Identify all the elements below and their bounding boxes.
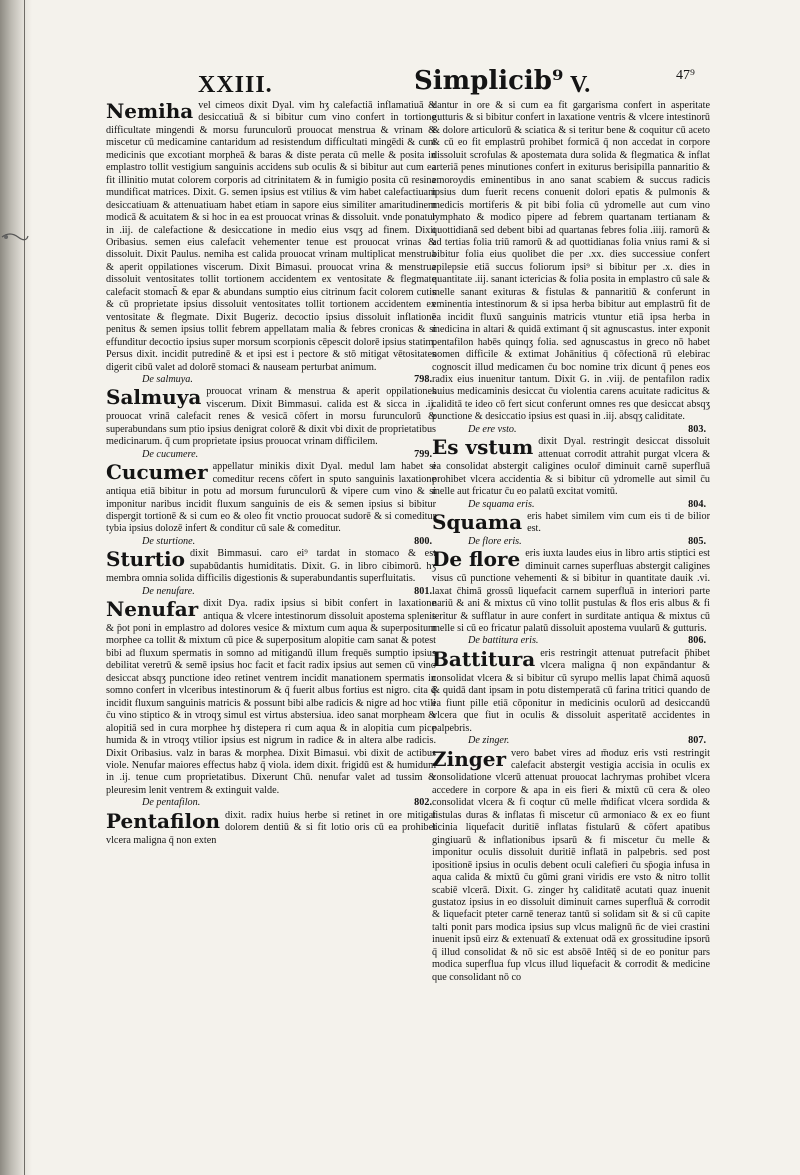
- chapter-number: 802.: [414, 797, 432, 809]
- rubric-label: De sturtione.: [142, 535, 196, 547]
- next-entry-rubric: [142, 449, 432, 461]
- header-folio-number: XXIII.: [198, 72, 273, 98]
- chapter-number: 799.: [414, 448, 432, 460]
- entry-headword: Zinger: [432, 746, 506, 771]
- entry-body-text: dixit Dyal. restringit desiccat dissoluit attenuat corrodit attrahit purgat vlcera & ea consolidat abstergit caligines oculor̄ diminuit carnē superfluā prohibet vlcera accidentia & si bibitur cū ydromelle aut simil c̄u melle aut fricatur c̄u eo palatū excitat vomitū.: [432, 436, 710, 498]
- rubric-label: De ere vsto.: [468, 423, 517, 435]
- entry-headword: Salmuya: [106, 385, 202, 410]
- next-entry-rubric: [468, 424, 706, 436]
- next-entry-rubric: [142, 374, 432, 386]
- entry-headword: De flore: [432, 547, 521, 572]
- article-entry: [432, 511, 710, 536]
- article-entry: [432, 648, 710, 735]
- entry-body-text: dixit. radix huius herbe si retinet in ore mitigat dolorem dentiū & si fit lotio oris cū ea prohibet vlcera maligna q̄ non exten: [106, 809, 436, 846]
- article-entry: [106, 386, 436, 448]
- chapter-number: 804.: [688, 498, 706, 510]
- torn-edge-mark: [0, 225, 30, 249]
- article-entry: [106, 598, 436, 797]
- entry-headword: Battitura: [432, 646, 536, 671]
- chapter-number: 798.: [414, 373, 432, 385]
- next-entry-rubric: [142, 536, 432, 548]
- article-entry: [432, 436, 710, 498]
- entry-body-text: dantur in ore & si cum ea fit gargarisma confert in asperitate gutturis & si bibitur confert in laxatione ventris & vlcere intestinorū & dolore articulorū & sciatica & si teritur bene & coquitur cū aceto & cū eo fit emplastrū prohibet formicā q̄ non accedat in corpore dissoluit scrofulas & apostemata dura solida & flegmatica & inflat arteriā penes minutiones confert in exiturus berisipilla pannaritio & emoroydis eminentibus in ano sanat scabiem & succus radicis ipsius dum fuerit recens conuenit dolori epatis & pulmonis & medicis mortiferis & pit bibi folia cū ydromelle aut cum vino lymphato & modico pipere ad febrem quartanam tertianam & quottidianā sed debent bibi ad quartanas febres folia .iiij. ramorū & ad tertias folia triū ramorū & ad quottidianas folia vnius rami & si bibitur folia eius quolibet die per .xx. dies successiue confert epilepsie etiā succus foliorum ipsi⁹ si bibitur per .x. dies in quantitate .iij. sanant ictericias & folia posita in emplastro cū sale & melle sanant exituras & fistulas & pannaritiū & conferunt in eminentia intestinorum & si ipsa herba bibitur aut emplastrū fit de ea incidit fluxū sanguinis matricis vtuntur etiā ipsa herba in medicina in altari & quidā extimant q̄ sit agnuscastus. inter exponit pentafilon habēs quinqʒ folia. sed agnuscastus in greco nō habet nomen difficile & extimat Johānitius q̄ cōfectionā rū elebirac cognoscit illud medicamen c̄u boc nomine trix dicunt q̄ penes eos radix eius inuenitur tantum. Dixit G. in .viij. de pentafilon radix huius medicaminis desiccat c̄u violentia carens acuitate radicitus & caliditā te ideo cō fert sicut conferunt omnes res que desiccat absqʒ punctione & desiccatio ipsius est quasi in .iij. absqʒ caliditate.: [432, 100, 710, 423]
- rubric-label: De pentafilon.: [142, 797, 201, 809]
- entry-body-text: prouocat vrinam & menstrua & aperit oppilationes viscerum. Dixit Bimmasui. calida est & sicca in .ij. prouocat vrinā calefacit renes & vesicā cōfert in morsu furunculorū & superabundans sum ptio ipsius denigrat colorē & dixit vbi dixit de proprietatibus medicinarum. q̄ cum proprietate ipsius prouocat vrinam difficilem.: [106, 386, 436, 448]
- right-text-column: [432, 100, 710, 984]
- next-entry-rubric: [468, 499, 706, 511]
- entry-headword: Nenufar: [106, 597, 199, 622]
- entry-headword: Nemiha: [106, 99, 194, 123]
- chapter-number: 800.: [414, 535, 432, 547]
- entry-body-text: vero babet vires ad m̄oduz eris vsti restringit calefacit abstergit vestigia accisia in oculis ex consolidatione vlcerū attenuat prouocat lachrymas prohibet vlcera accedere in corpore & apa in eis fieri & mixtū cū cera & oleo consolidat vlcera & fi coqtur cū melle m̄dificat vlcera sordida & fistulas duras & inflatas fi miscetur cū armoniaco & ex eo fiunt licinia liquefacit duritiē inflatas fistularū & cōfert apatibus gingiuarū & inflationibus ipsarū & fi miscetur c̄u melle & imponitur oculis dissoluit duritiē inflatā in palpebris. sed post ipositionē ipsius in oculis debent oculi calefieri c̄u sp̄ogia infusa in aqua calida & mixtū c̄u gūmi grani viridis ere vsto & nitro tollit scabiē vlcerā. Dixit. G. zinger hʒ caliditatē acutati quaz inuenit gustatoz ipsius in eo dissoluit diminuit carnes superfluā & corrodit & liquefacit pteter carnē teneraz tantū si solidam sit & si cū capite talti ponit pars modica ipsius sup vlcus malignū n̄c de viei crastini inuenit ipsū eirz & extenuatī & extenuat odā ex grossitudine ipsorū q̄ illud consolidat & nō sic est absōē Intēq̄ si de eo ponitur pars modica superflua fup vlcus illud liquefacit & corrodit & medicine que consolidant nō co: [432, 747, 710, 983]
- article-entry: [106, 100, 436, 374]
- entry-headword: Cucumer: [106, 460, 208, 485]
- article-entry: [106, 810, 436, 847]
- next-entry-rubric: [468, 735, 706, 747]
- rubric-label: De nenufare.: [142, 585, 195, 597]
- left-text-column: [106, 100, 436, 847]
- next-entry-rubric: [142, 586, 432, 598]
- header-running-title: Simplicib⁹: [414, 66, 564, 96]
- entry-body-text: eris restringit attenuat putrefacit p̄hibet vlcera maligna q̄ non expāndantur & consolidat vlcera & si bibitur cū syrupo mellis lapat c̄himā aquosū & quidā dant ipsam in potu distemperatā cū farina tritici quando de ea fiunt pille etiā cōponitur in medicinis oculorū ad desiccandū vlcera que fiut in oculis & dissoluit asperitatē accidentes in palpebris.: [432, 647, 710, 734]
- header-page-number: 47⁹: [676, 68, 695, 83]
- rubric-label: De salmuya.: [142, 373, 193, 385]
- entry-body-text: vel cimeos dixit Dyal. vim hʒ calefactiā inflamatiuā & desiccatiuā & si bibitur cum vino confert in tortione difficultate mingendi & morsu furunculorū prouocat menstrua & vrinam & miscetur cū medicamine cantaridum ad resistendum difficultati mingēdi & cum medicinis que excotiant morpheā & baras & diste perata cū melle & posita in emplastro tollit vestigium sanguinis accidens sub oculis & si bibitur aut cum ea fit illinitio mutat colorem corporis ad citrinitatem & in fumigio posita cū resina mundificat matrices. Dixit. G. semen ipsius est vtilius & vim habet calefactiuam desiccatiuam & attenuatiuam habet etiam in sapore eius similiter amaritudinem modicā & acuitatem & si hoc in ea est prouocat vrinas & dissoluit. vnde ponatur in .iij. de calefactione & desiccatione in medio eius vsqʒ ad finem. Dixit Oribasius. semen eius calefacit vehementer tenue est prouocat vrinas & dissoluit. Dixit Paulus. nemiha est calida prouocat vrinam multiplicat menstrua & aperit oppilationes viscerum. Dixit Bimasui. prouocat vrina & menstrua dissoluit ventositates tollit tortionem accidentem ex ventositate & flegmate calefacit stomach̄ & epar & abundans sumptio eius citrinum facit colorem cutis & cū proprietate ipsius dissoluit ventositates tollit tortionem accidentem ex ventositate & flegmate. Dixit Bugeriz. decoctio ipsius dissoluit inflationē penitus & semen ipsius tollit febrem appellatam malia & febres cronicas & si effunditur decoctio ipsius super morsum scorpionis cēpescit dolorē ipsius statim. Persus dixit. incidit putredinē & et ipsi est i pectore & stō mitigat vētositates digerit cibū valet ad dolorē stomaci & nauseam perturbat animum.: [106, 100, 436, 373]
- chapter-number: 807.: [688, 735, 706, 747]
- rubric-label: De zinger.: [468, 735, 510, 747]
- book-binding: [0, 0, 32, 1175]
- binding-gutter-line: [24, 0, 25, 1175]
- article-entry: [432, 100, 710, 424]
- next-entry-rubric: [468, 635, 706, 647]
- chapter-number: 803.: [688, 423, 706, 435]
- chapter-number: 806.: [688, 635, 706, 647]
- rubric-label: De flore eris.: [468, 535, 522, 547]
- rubric-label: De cucumere.: [142, 448, 199, 460]
- entry-headword: Es vstum: [432, 435, 534, 460]
- entry-body-text: appellatur minikis dixit Dyal. medul lam habet si comeditur recens cōfert in sputo sanguinis laxatione antiqua etiā bibitur in potu ad morsum furunculorū & vipere cum vino & si imponitur naribus incidit fluxum sanguinis de eis & semen ipsius si bibitur dispergit tortionē & si cum eo & oleo fit vnctio prouocat sudorē & si comeditur tybia ipsius dolozē infert & conditur cū sale & comeditur.: [106, 461, 436, 535]
- article-entry: [432, 548, 710, 635]
- article-entry: [432, 748, 710, 985]
- page-header: [0, 62, 800, 102]
- entry-body-text: eris habet similem vim cum eis ti de bilior est.: [527, 510, 710, 535]
- entry-headword: Squama: [432, 509, 523, 534]
- entry-headword: Sturtio: [106, 547, 185, 572]
- rubric-label: De battitura eris.: [468, 635, 539, 647]
- entry-body-text: eris iuxta laudes eius in libro artis stiptici est diminuit carnes superfluas abstergit caligines visus cū punctione vehementi & si bibitur in quantitate dauik .vi. laxat c̄himā grossū liquefacit carnem superfluā in interiori parte nariū & ani & mixtus cū vino tollit pustulas & flos eris albus & fi teritur & sufflatur in aure confert in surditate antiqua & mixtus cū melle si cū eo fricatur palatū dissoluit apostema vuularū & gutturis.: [432, 548, 710, 635]
- next-entry-rubric: [468, 536, 706, 548]
- entry-body-text: dixit Bimmasui. caro ei⁹ tardat in stomaco & est supabūdantis humiditatis. Dixit. G. in libro cibimorū. hʒ membra omnia solida difficilis digestionis & superabundantis superfluitatis.: [106, 548, 436, 585]
- chapter-number: 801.: [414, 585, 432, 597]
- article-entry: [106, 461, 436, 536]
- chapter-number: 805.: [688, 535, 706, 547]
- entry-headword: Pentafilon: [106, 808, 220, 833]
- article-entry: [106, 548, 436, 585]
- rubric-label: De squama eris.: [468, 498, 535, 510]
- header-book-number: V.: [570, 72, 591, 98]
- next-entry-rubric: [142, 797, 432, 809]
- entry-body-text: dixit Dya. radix ipsius si bibit confert in laxatione antiqua & vlcere intestinorum dissoluit apostema splenis & p̄ot poni in emplastro ad dolores vesice & mixtum cum aqua & superpositum morphee ca tollit & mixtum cū pice & superpositum alopitie cam sanat & potest bibi ad fluxum spermatis in somno ad mitigandū illum frequēs sumptio ipsius debilitat veretrū & semē ipsius hoc facit et facit radix ipsius aut semen cū vino desiccat absqʒ punctione ideo retinet ventrem incidit manationem spermatis in somno confert in vlceribus intestinorum & q̄ fuerit albus fortius est nigro. cita q̄ incidit fluxum sanguinis matricis & possunt bibi albe radicis & nigre ad hoc vtili c̄u vino stiptico & in vtroqʒ simul est virtus abstersiua. ideo sanat morpheam & alopitiā sed in cura morphee hʒ distepera ri cum aqua & in alopitia cum pice humida & in vtroqʒ vtilior ipsius est nigrum in radice & in altera albe radicis. Dixit Oribasius. valz in baras & morphea. Dixit Bimasui. vbi dixit de actibus viole. Nenufar maiores effectus habz q̄ viola. idem dixit. frigidū est & humidum in .ij. tenue cum proprietatibus. Dixerunt Chū. nenufar valet ad tussim & pleuresim lenit ventrem & extinguit valde.: [106, 598, 436, 796]
